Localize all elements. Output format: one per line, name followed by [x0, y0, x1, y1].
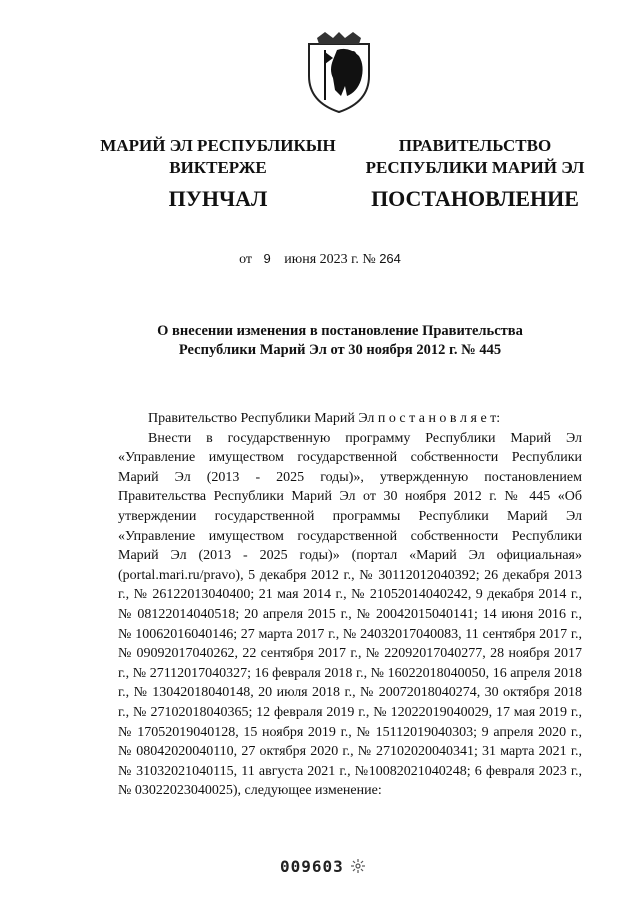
header-russian	[360, 135, 590, 213]
coat-of-arms-icon	[303, 30, 375, 114]
title-line1: О внесении изменения в постановление Правительства	[157, 323, 523, 339]
header-left-doc-type: ПУНЧАЛ	[168, 186, 268, 211]
header-left-line2: ВИКТЕРЖЕ	[169, 158, 267, 177]
serial-number: 009603	[280, 857, 344, 876]
date-month-year: июня 2023 г. №	[284, 252, 376, 267]
date-prefix: от	[239, 252, 253, 267]
date-day: 9	[263, 251, 271, 266]
document-title	[100, 322, 580, 360]
header-right-line2: РЕСПУБЛИКИ МАРИЙ ЭЛ	[365, 158, 585, 177]
asterisk-stamp-icon	[350, 858, 366, 874]
header-left-line1: МАРИЙ ЭЛ РЕСПУБЛИКЫН	[100, 136, 336, 155]
header-mari	[100, 135, 336, 213]
title-line2: Республики Марий Эл от 30 ноября 2012 г. № 445	[178, 342, 502, 358]
header-right-line1: ПРАВИТЕЛЬСТВО	[398, 136, 552, 155]
document-body	[118, 409, 582, 801]
header-right-doc-type: ПОСТАНОВЛЕНИЕ	[371, 186, 579, 211]
body-paragraph-2: Внести в государственную программу Республики Марий Эл «Управление имуществом государственной собственности Республики Марий Эл (2013 - 2025 годы)», утвержденную постановлением Правительства Республики Марий Эл от 30 ноября 2012 г. № 445 «Об утверждении государственной программы Республики Марий Эл «Управление имуществом государственной собственности Республики Марий Эл (2013 - 2025 годы)» (портал «Марий Эл официальная» (portal.mari.ru/pravo), 5 декабря 2012 г., № 30112012040392; 26 декабря 2013 г., № 26122013040400; 21 мая 2014 г., № 21052014040242, 9 декабря 2014 г., № 08122014040518; 20 апреля 2015 г., № 20042015040141; 14 июня 2016 г., № 10062016040146; 27 марта 2017 г., № 24032017040083, 11 сентября 2017 г., № 09092017040262, 22 сентября 2017 г., № 22092017040277, 28 ноября 2017 г., № 27112017040327; 16 февраля 2018 г., № 16022018040050, 16 апреля 2018 г., № 13042018040148, 20 июля 2018 г., № 20072018040274, 30 октября 2018 г., № 27102018040365; 12 февраля 2019 г., № 12022019040029, 17 мая 2019 г., № 17052019040128, 15 ноября 2019 г., № 15112019040303; 9 апреля 2020 г., № 08042020040110, 27 октября 2020 г., № 27102020040341; 31 марта 2021 г., № 31032021040115, 11 августа 2021 г., №10082021040248; 6 февраля 2023 г., № 03022023040025), следующее изменение:	[118, 430, 582, 799]
body-paragraph-1: Правительство Республики Марий Эл п о с т а н о в л я е т:	[148, 411, 501, 426]
document-date	[0, 251, 640, 268]
document-number: 264	[379, 251, 401, 266]
